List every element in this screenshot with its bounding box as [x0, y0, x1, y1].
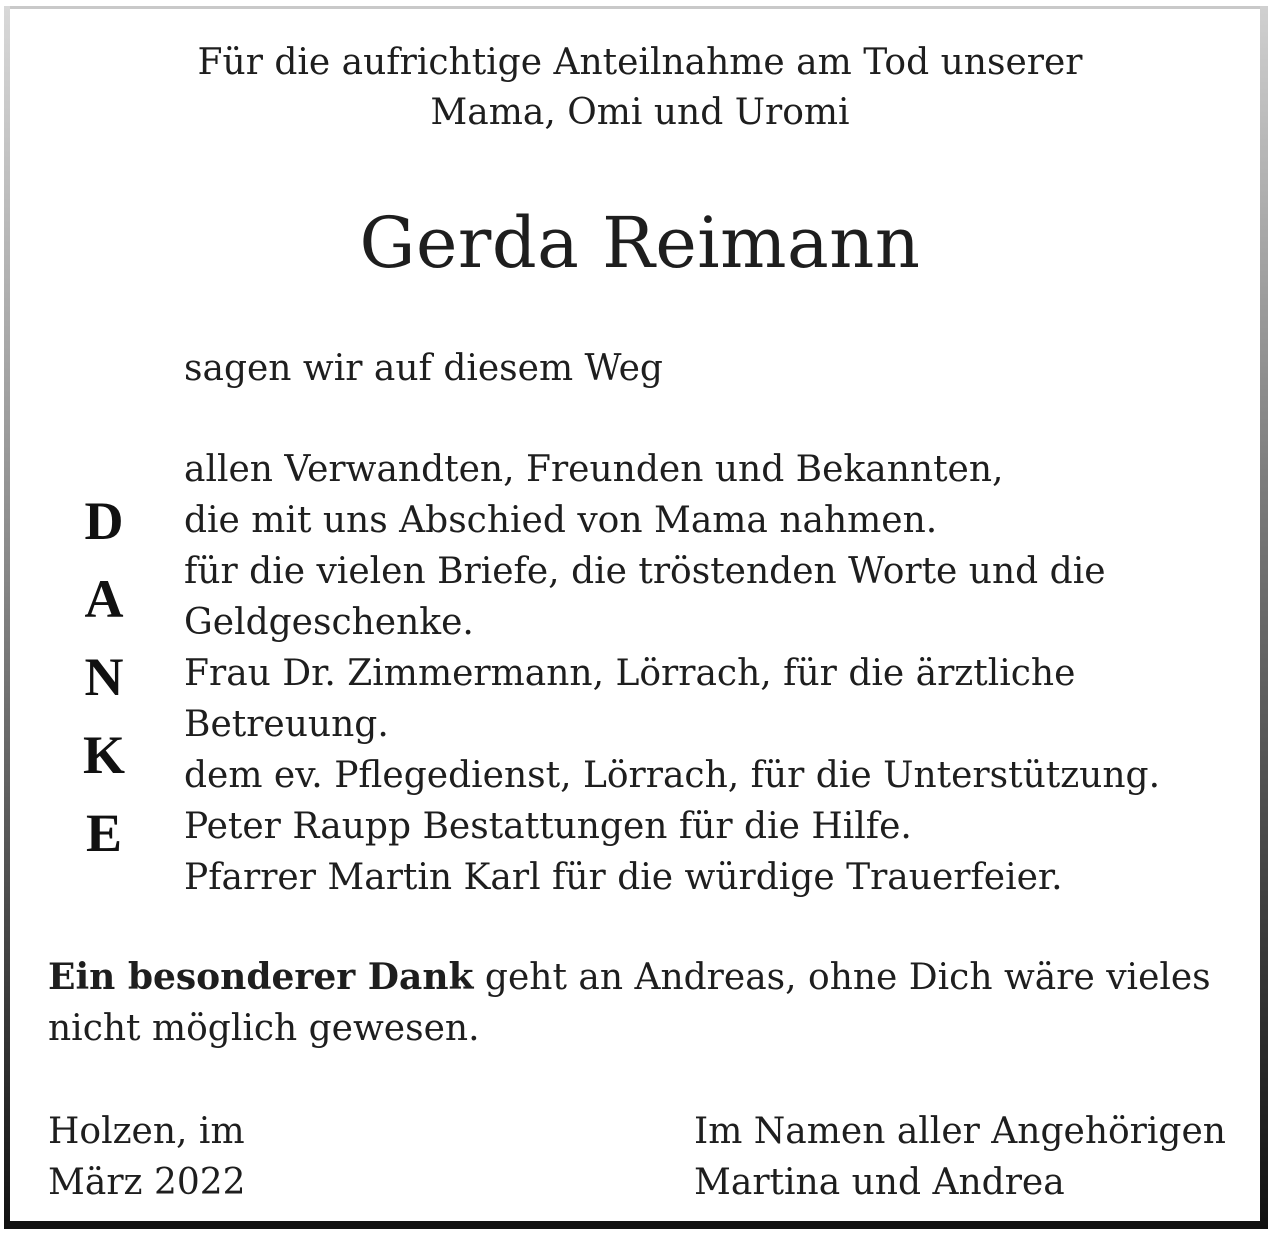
thanks-line: Frau Dr. Zimmermann, Lörrach, für die ärztliche [184, 653, 1076, 694]
signature-line-1: Im Namen aller Angehörigen [694, 1111, 1226, 1152]
place-date [48, 1106, 246, 1208]
danke-letter: A [84, 569, 124, 629]
danke-letter: D [84, 491, 124, 551]
place-line: Holzen, im [48, 1111, 245, 1152]
thanks-line: dem ev. Pflegedienst, Lörrach, für die Unterstützung. [184, 755, 1161, 796]
thanks-line: die mit uns Abschied von Mama nahmen. [184, 500, 938, 541]
header-line-1: Für die aufrichtige Anteilnahme am Tod unserer [197, 42, 1083, 83]
thanks-line: Geldgeschenke. [184, 602, 474, 643]
signature-line-2: Martina und Andrea [694, 1162, 1065, 1203]
deceased-name: Gerda Reimann [359, 202, 921, 284]
danke-letter: E [85, 803, 123, 863]
thanks-line: für die vielen Briefe, die tröstenden Worte und die [184, 551, 1106, 592]
intro-text: sagen wir auf diesem Weg [184, 348, 663, 389]
danke-vertical-word [78, 482, 130, 872]
thanks-line: Betreuung. [184, 704, 389, 745]
thanks-line: Peter Raupp Bestattungen für die Hilfe. [184, 806, 912, 847]
special-thanks [48, 952, 1228, 1054]
header-line-2: Mama, Omi und Uromi [430, 92, 850, 133]
danke-letter: K [82, 725, 125, 785]
signature [694, 1106, 1226, 1208]
danke-letter: N [84, 647, 124, 707]
thanks-line: allen Verwandten, Freunden und Bekannten, [184, 449, 1004, 490]
thanks-line: Pfarrer Martin Karl für die würdige Trauerfeier. [184, 857, 1063, 898]
special-thanks-rest: geht an Andreas, ohne Dich wäre vieles nicht möglich gewesen. [48, 957, 1211, 1049]
thanks-list [184, 444, 1160, 903]
date-line: März 2022 [48, 1162, 246, 1203]
special-thanks-bold: Ein besonderer Dank [48, 956, 474, 998]
